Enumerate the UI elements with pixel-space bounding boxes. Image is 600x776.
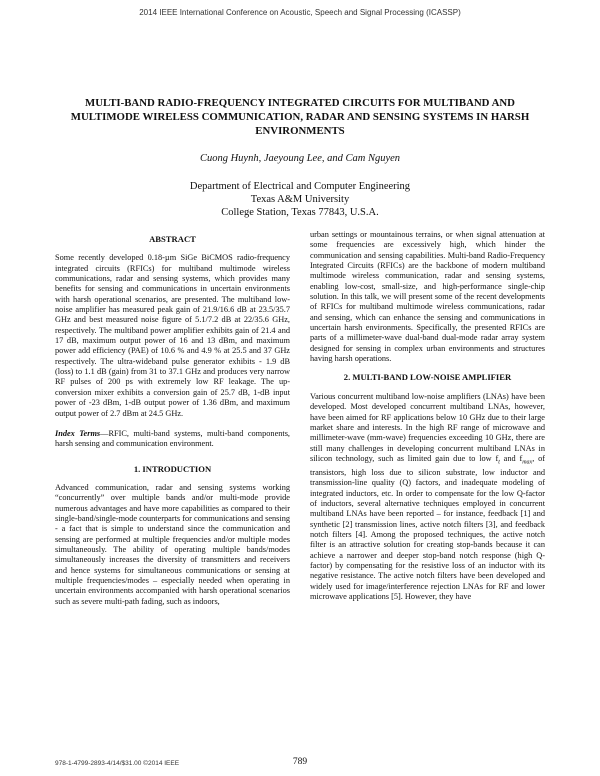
affiliation <box>0 180 600 219</box>
index-terms-text: —RFIC, multi-band systems, multi-band components, harsh sensing and communication environment. <box>55 428 291 449</box>
ft-subscript: t <box>498 459 500 466</box>
affiliation-address: College Station, Texas 77843, U.S.A. <box>221 207 379 218</box>
index-terms <box>55 429 290 450</box>
lna-and-text: and f <box>499 453 523 463</box>
lna-text-a: Various concurrent multiband low-noise amplifiers (LNAs) have been developed. Most developed concurrent multiband LNAs, however, have been aimed for RF applications below 10 GHz due to their large market share and interests. In the high RF range of microwave and millimeter-wave (mm-wave) frequencies exceeding 10 GHz, there are still many challenges in developing concurrent multiband LNAs in silicon technology, such as limited gain due to low f <box>310 391 545 463</box>
conference-header: 2014 IEEE International Conference on Acoustic, Speech and Signal Processing (ICASSP) <box>139 8 461 17</box>
paper-title: MULTI-BAND RADIO-FREQUENCY INTEGRATED CIRCUITS FOR MULTIBAND AND MULTIMODE WIRELESS COMMUNICATION, RADAR AND SENSING SYSTEMS IN HARSH ENVIRONMENTS <box>70 97 530 137</box>
left-column <box>55 230 290 615</box>
fmax-subscript: max <box>522 459 533 466</box>
footer-isbn: 978-1-4799-2893-4/14/$31.00 ©2014 IEEE <box>55 760 180 767</box>
right-column <box>310 230 545 610</box>
abstract-heading: ABSTRACT <box>149 234 196 244</box>
lna-paragraph <box>310 392 545 603</box>
page-number: 789 <box>292 757 308 767</box>
paper-authors: Cuong Huynh, Jaeyoung Lee, and Cam Nguyen <box>199 153 401 164</box>
lna-heading: 2. MULTI-BAND LOW-NOISE AMPLIFIER <box>343 372 512 383</box>
abstract-text: Some recently developed 0.18-µm SiGe BiCMOS radio-frequency integrated circuits (RFICs) for multiband multimode wireless communications, radar and sensing systems, which provides many benefits for sensing and communications in uncertain environments with harsh operational scenarios, are presented. The multiband low-noise amplifier has measured peak gain of 21.9/16.6 dB at 23.5/35.7 GHz and best measured noise figure of 5.1/7.2 dB at 22/35.6 GHz, respectively. The multiband power amplifier exhibits gain of 21.4 and 17 dB, maximum output power of 16 and 13 dBm, and maximum power add efficiency (PAE) of 10.6 % and 4.9 % at 25.5 and 37 GHz respectively. The ultra-wideband pulse generator exhibits - 1.9 dB (loss) to 1.1 dB (gain) from 31 to 37.1 GHz and produces very narrow RF pulses of 200 ps with extremely low RF leakage. The up-conversion mixer exhibits a conversion gain of 25.7 dB, 1-dB input power of -23 dBm, 1-dB output power of 1.36 dBm, and maximum output power of 2.7 dBm at 24.5 GHz. <box>55 253 290 418</box>
intro-heading: 1. INTRODUCTION <box>133 463 212 474</box>
affiliation-university: Texas A&M University <box>250 194 350 205</box>
intro-paragraph-continued: urban settings or mountainous terrains, or when signal attenuation at some frequencies are excessively high, which hinder the communication and sensing capabilities. Multi-band Radio-Frequency Integrated Circuits (RFICs) are the backbone of modern multiband multimode wireless communication, radar and sensing systems, enabling low-cost, small-size, and high-performance single-chip solution. In this talk, we will present some of the recent developments of RFICs for multiband multimode wireless communications, radar and sensing, which can enhance the sensing and communications in uncertain harsh environments. Specifically, the presented RFICs are parts of a millimeter-wave dual-band dual-mode radar array system designed for sensing in complex urban environments and structures having harsh operations. <box>310 230 545 364</box>
index-terms-lead: Index Terms <box>55 428 101 438</box>
affiliation-department: Department of Electrical and Computer Engineering <box>189 181 411 192</box>
lna-text-b: , of transistors, high loss due to silicon substrate, low inductor and transmission-line quality (Q) factors, and inadequate modeling of integrated inductors, etc. In order to compensate for the low Q-factor of inductors, several alternative techniques employed in concurrent multiband LNAs have been reported – for instance, feedback [1] and synthetic [2] transmission lines, active notch filters [3], and feedback notch filters [4]. Among the proposed techniques, the active notch filter is an attractive solution for creating stop-bands because it can achieve a narrower and deeper stop-band notch response (high Q-factor) by compensating for the resistive loss of an inductor with its negative resistance. The active notch filters have been developed and widely used for image/interference rejection LNAs for RF and lower microwave applications [5]. However, they have <box>310 453 545 601</box>
intro-paragraph: Advanced communication, radar and sensing systems working “concurrently” over multiple bands and/or multi-mode provide numerous advantages and have more capabilities as compared to their single-band/single-mode counterparts for communications and sensing - a fact that is simple to understand since the communication and sensing are performed at multiple frequencies and/or multiple modes simultaneously. The ability of operating multiple bands/modes simultaneously increases the diversity of transmitters and receivers and hence systems for simultaneous communications or sensing at multiple frequencies/modes – especially needed when operating in uncertain environments accompanied with harsh operational scenarios such as severe multi-path fading, such as indoors, <box>55 482 290 606</box>
